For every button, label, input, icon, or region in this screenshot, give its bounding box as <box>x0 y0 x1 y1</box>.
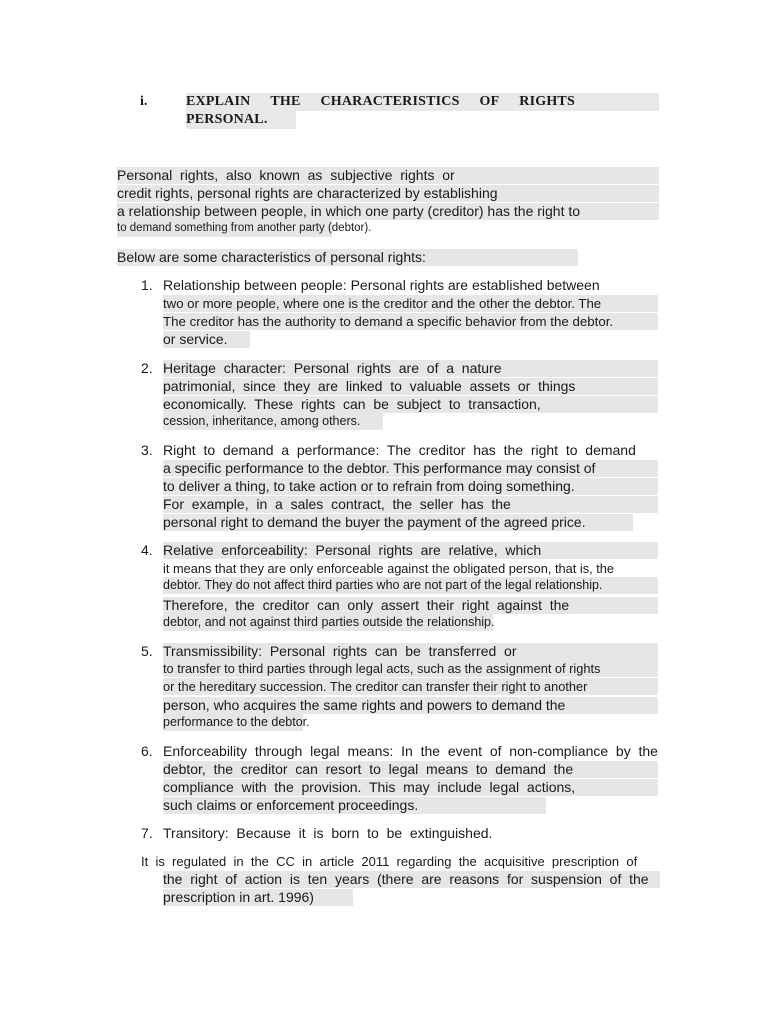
list-item-line: Transitory: Because it is born to be extinguished. <box>163 825 493 841</box>
list-item-number: 2. <box>141 360 153 376</box>
list-item-line: debtor. They do not affect third parties who are not part of the legal relationship. <box>163 577 658 594</box>
list-item-line: Transmissibility: Personal rights can be transferred or <box>163 643 658 660</box>
list-item-number: 6. <box>141 743 153 759</box>
list-item-line: Relative enforceability: Personal rights are relative, which <box>163 542 658 559</box>
list-item-line: The creditor has the authority to demand a specific behavior from the debtor. <box>163 313 658 330</box>
intro-line: to demand something from another party (debtor). <box>117 220 332 237</box>
lead-in-text: Below are some characteristics of personal rights: <box>117 249 578 266</box>
list-item-number: 4. <box>141 542 153 558</box>
list-item-line: Therefore, the creditor can only assert their right against the <box>163 597 658 614</box>
list-item-number: 7. <box>141 825 153 841</box>
intro-line: Personal rights, also known as subjective rights or <box>117 167 659 184</box>
list-item-line: to deliver a thing, to take action or to refrain from doing something. <box>163 478 658 495</box>
list-item-line: or the hereditary succession. The creditor can transfer their right to another <box>163 678 658 695</box>
heading-word: CHARACTERISTICS <box>320 94 460 109</box>
list-item-line: patrimonial, since they are linked to valuable assets or things <box>163 378 658 395</box>
list-item-line: two or more people, where one is the creditor and the other the debtor. The <box>163 295 658 312</box>
list-item-line: to transfer to third parties through legal acts, such as the assignment of rights <box>163 660 658 677</box>
intro-line: a relationship between people, in which one party (creditor) has the right to <box>117 203 659 220</box>
list-item-line: compliance with the provision. This may include legal actions, <box>163 779 658 796</box>
list-item-line: cession, inheritance, among others. <box>163 413 383 430</box>
list-item-number: 5. <box>141 643 153 659</box>
closing-line: the right of action is ten years (there are reasons for suspension of the <box>163 871 660 888</box>
list-item-number: 3. <box>141 442 153 458</box>
list-item-line: Enforceability through legal means: In the event of non-compliance by the <box>163 743 658 759</box>
closing-line: It is regulated in the CC in article 2011 regarding the acquisitive prescription of <box>141 854 638 869</box>
heading-line-1 <box>186 93 659 111</box>
heading-word: RIGHTS <box>519 94 575 109</box>
heading-word: OF <box>479 94 500 109</box>
list-item-line: performance to the debtor. <box>163 715 310 729</box>
list-item-line: such claims or enforcement proceedings. <box>163 797 546 814</box>
heading-line-2: PERSONAL. <box>186 111 296 129</box>
heading-word: THE <box>270 94 301 109</box>
list-item-line: person, who acquires the same rights and powers to demand the <box>163 697 658 714</box>
list-item-line: personal right to demand the buyer the payment of the agreed price. <box>163 514 633 531</box>
intro-line: credit rights, personal rights are characterized by establishing <box>117 185 659 202</box>
list-item-line: debtor, and not against third parties outside the relationship. <box>163 615 495 629</box>
list-item-number: 1. <box>141 277 153 293</box>
heading-word: EXPLAIN <box>186 94 251 109</box>
list-item-line: a specific performance to the debtor. This performance may consist of <box>163 460 658 477</box>
list-item-line: debtor, the creditor can resort to legal means to demand the <box>163 761 658 778</box>
list-item-line: For example, in a sales contract, the seller has the <box>163 496 658 513</box>
list-item-line: it means that they are only enforceable against the obligated person, that is, the <box>163 561 615 576</box>
list-item-line: Relationship between people: Personal rights are established between <box>163 277 600 293</box>
list-item-line: or service. <box>163 331 250 348</box>
list-item-line: Heritage character: Personal rights are of a nature <box>163 360 658 377</box>
heading-number: i. <box>140 94 148 109</box>
closing-line: prescription in art. 1996) <box>163 889 353 906</box>
list-item-line: economically. These rights can be subject to transaction, <box>163 396 658 413</box>
list-item-line: Right to demand a performance: The creditor has the right to demand <box>163 442 636 458</box>
